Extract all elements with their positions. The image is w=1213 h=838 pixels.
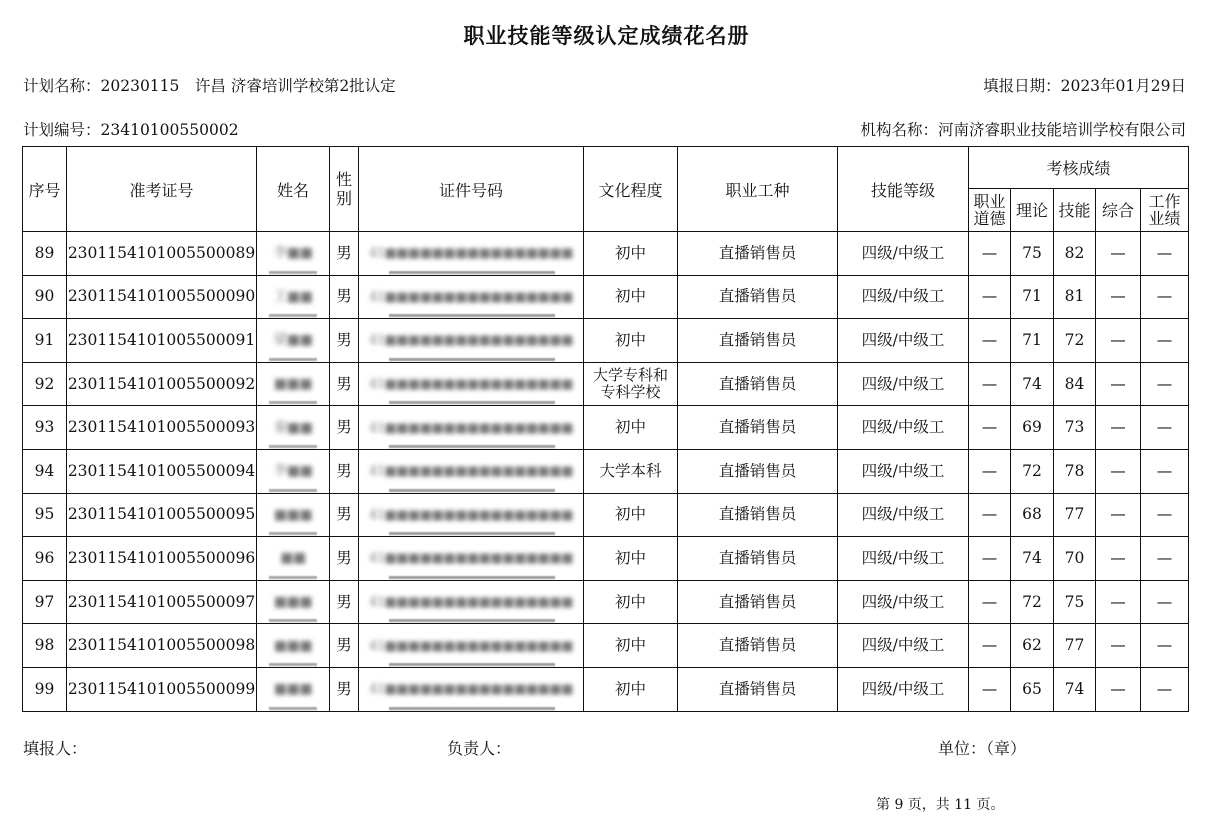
performance-score-cell: — [1141, 624, 1189, 668]
level-cell: 四级/中级工 [838, 449, 969, 493]
exam-no-cell: 2301154101005500093 [67, 406, 257, 450]
redacted-name: 梁■■ [273, 332, 313, 349]
theory-score-cell: 72 [1011, 580, 1054, 624]
score-roster-table [22, 146, 1189, 712]
overall-score-cell: — [1096, 667, 1141, 711]
overall-score-cell: — [1096, 319, 1141, 363]
performance-score-cell: — [1141, 319, 1189, 363]
table-row [23, 493, 1189, 537]
performance-score-cell: — [1141, 275, 1189, 319]
ethics-score-cell: — [969, 667, 1011, 711]
seq-cell: 92 [23, 362, 67, 406]
skill-score-cell: 81 [1054, 275, 1096, 319]
skill-score-cell: 75 [1054, 580, 1096, 624]
header-ethics: 职业道德 [969, 189, 1011, 232]
exam-no-cell: 2301154101005500090 [67, 275, 257, 319]
performance-score-cell: — [1141, 667, 1189, 711]
redacted-name: ■■■ [273, 681, 313, 698]
redacted-name: 秦■■ [273, 419, 313, 436]
header-name: 姓名 [257, 147, 330, 232]
header-id-no: 证件号码 [359, 147, 584, 232]
header-education: 文化程度 [584, 147, 678, 232]
gender-cell: 男 [330, 667, 359, 711]
occupation-cell: 直播销售员 [678, 362, 838, 406]
level-cell: 四级/中级工 [838, 275, 969, 319]
seq-cell: 93 [23, 406, 67, 450]
ethics-score-cell: — [969, 275, 1011, 319]
level-cell: 四级/中级工 [838, 232, 969, 276]
table-row [23, 406, 1189, 450]
performance-score-cell: — [1141, 493, 1189, 537]
skill-score-cell: 70 [1054, 537, 1096, 581]
redacted-id-number: 41■■■■■■■■■■■■■■■■ [368, 246, 574, 262]
exam-no-cell: 2301154101005500099 [67, 667, 257, 711]
redacted-name: 李■■ [273, 463, 313, 480]
redacted-name: ■■■ [273, 637, 313, 654]
name-cell [257, 493, 330, 537]
level-cell: 四级/中级工 [838, 580, 969, 624]
name-cell [257, 667, 330, 711]
skill-score-cell: 82 [1054, 232, 1096, 276]
redacted-id-number: 41■■■■■■■■■■■■■■■■ [368, 507, 574, 523]
education-cell: 初中 [584, 493, 678, 537]
table-row [23, 537, 1189, 581]
table-body [23, 232, 1189, 712]
id-no-cell [359, 537, 584, 581]
overall-score-cell: — [1096, 580, 1141, 624]
gender-cell: 男 [330, 406, 359, 450]
education-cell: 初中 [584, 667, 678, 711]
education-cell: 初中 [584, 275, 678, 319]
table-row [23, 362, 1189, 406]
gender-cell: 男 [330, 537, 359, 581]
overall-score-cell: — [1096, 624, 1141, 668]
name-cell [257, 624, 330, 668]
performance-score-cell: — [1141, 449, 1189, 493]
redacted-id-number: 41■■■■■■■■■■■■■■■■ [368, 289, 574, 305]
level-cell: 四级/中级工 [838, 667, 969, 711]
table-row [23, 580, 1189, 624]
gender-cell: 男 [330, 580, 359, 624]
theory-score-cell: 71 [1011, 275, 1054, 319]
header-performance: 工作业绩 [1141, 189, 1189, 232]
education-cell: 初中 [584, 232, 678, 276]
gender-cell: 男 [330, 449, 359, 493]
redacted-id-number: 41■■■■■■■■■■■■■■■■ [368, 333, 574, 349]
redacted-name: ■■■ [273, 376, 313, 393]
name-cell [257, 275, 330, 319]
seq-cell: 98 [23, 624, 67, 668]
seq-cell: 96 [23, 537, 67, 581]
header-skill: 技能 [1054, 189, 1096, 232]
overall-score-cell: — [1096, 449, 1141, 493]
header-seq: 序号 [23, 147, 67, 232]
seq-cell: 97 [23, 580, 67, 624]
redacted-name: ■■■ [273, 594, 313, 611]
ethics-score-cell: — [969, 624, 1011, 668]
theory-score-cell: 71 [1011, 319, 1054, 363]
table-row [23, 232, 1189, 276]
header-theory: 理论 [1011, 189, 1054, 232]
exam-no-cell: 2301154101005500094 [67, 449, 257, 493]
theory-score-cell: 75 [1011, 232, 1054, 276]
theory-score-cell: 62 [1011, 624, 1054, 668]
plan-name: 计划名称：20230115 许昌 济睿培训学校第2批认定 [23, 77, 396, 95]
redacted-id-number: 41■■■■■■■■■■■■■■■■ [368, 551, 574, 567]
redacted-name: ■■■ [273, 506, 313, 523]
education-cell: 初中 [584, 319, 678, 363]
theory-score-cell: 68 [1011, 493, 1054, 537]
skill-score-cell: 74 [1054, 667, 1096, 711]
ethics-score-cell: — [969, 580, 1011, 624]
redacted-name: 李■■ [273, 245, 313, 262]
occupation-cell: 直播销售员 [678, 449, 838, 493]
level-cell: 四级/中级工 [838, 406, 969, 450]
theory-score-cell: 74 [1011, 537, 1054, 581]
name-cell [257, 449, 330, 493]
occupation-cell: 直播销售员 [678, 275, 838, 319]
exam-no-cell: 2301154101005500098 [67, 624, 257, 668]
skill-score-cell: 78 [1054, 449, 1096, 493]
skill-score-cell: 84 [1054, 362, 1096, 406]
redacted-id-number: 41■■■■■■■■■■■■■■■■ [368, 595, 574, 611]
level-cell: 四级/中级工 [838, 493, 969, 537]
redacted-id-number: 41■■■■■■■■■■■■■■■■ [368, 638, 574, 654]
id-no-cell [359, 232, 584, 276]
id-no-cell [359, 493, 584, 537]
ethics-score-cell: — [969, 537, 1011, 581]
occupation-cell: 直播销售员 [678, 319, 838, 363]
ethics-score-cell: — [969, 232, 1011, 276]
header-level: 技能等级 [838, 147, 969, 232]
overall-score-cell: — [1096, 275, 1141, 319]
id-no-cell [359, 319, 584, 363]
table-row [23, 449, 1189, 493]
performance-score-cell: — [1141, 232, 1189, 276]
name-cell [257, 537, 330, 581]
gender-cell: 男 [330, 232, 359, 276]
seq-cell: 99 [23, 667, 67, 711]
header-scores: 考核成绩 [969, 147, 1189, 189]
exam-no-cell: 2301154101005500097 [67, 580, 257, 624]
gender-cell: 男 [330, 362, 359, 406]
theory-score-cell: 69 [1011, 406, 1054, 450]
unit-seal-label: 单位：（章） [938, 739, 1027, 758]
name-cell [257, 362, 330, 406]
header-gender: 性别 [330, 147, 359, 232]
skill-score-cell: 73 [1054, 406, 1096, 450]
table-row [23, 275, 1189, 319]
education-cell: 初中 [584, 406, 678, 450]
seq-cell: 89 [23, 232, 67, 276]
occupation-cell: 直播销售员 [678, 232, 838, 276]
level-cell: 四级/中级工 [838, 624, 969, 668]
responsible-label: 负责人： [447, 739, 512, 758]
performance-score-cell: — [1141, 406, 1189, 450]
education-cell: 大学本科 [584, 449, 678, 493]
performance-score-cell: — [1141, 362, 1189, 406]
id-no-cell [359, 406, 584, 450]
occupation-cell: 直播销售员 [678, 580, 838, 624]
exam-no-cell: 2301154101005500089 [67, 232, 257, 276]
name-cell [257, 406, 330, 450]
table-row [23, 667, 1189, 711]
page-indicator: 第 9 页，共 11 页。 [876, 797, 1005, 813]
header-exam-no: 准考证号 [67, 147, 257, 232]
ethics-score-cell: — [969, 406, 1011, 450]
level-cell: 四级/中级工 [838, 362, 969, 406]
name-cell [257, 580, 330, 624]
skill-score-cell: 72 [1054, 319, 1096, 363]
level-cell: 四级/中级工 [838, 537, 969, 581]
table-row [23, 624, 1189, 668]
redacted-name: ■■ [280, 550, 306, 567]
id-no-cell [359, 624, 584, 668]
performance-score-cell: — [1141, 580, 1189, 624]
id-no-cell [359, 449, 584, 493]
exam-no-cell: 2301154101005500096 [67, 537, 257, 581]
ethics-score-cell: — [969, 493, 1011, 537]
occupation-cell: 直播销售员 [678, 406, 838, 450]
overall-score-cell: — [1096, 493, 1141, 537]
page-title: 职业技能等级认定成绩花名册 [463, 24, 750, 48]
occupation-cell: 直播销售员 [678, 667, 838, 711]
header-overall: 综合 [1096, 189, 1141, 232]
skill-score-cell: 77 [1054, 493, 1096, 537]
gender-cell: 男 [330, 493, 359, 537]
plan-number: 计划编号：23410100550002 [23, 121, 239, 139]
report-date: 填报日期：2023年01月29日 [983, 77, 1186, 95]
redacted-id-number: 41■■■■■■■■■■■■■■■■ [368, 464, 574, 480]
education-cell: 初中 [584, 624, 678, 668]
theory-score-cell: 65 [1011, 667, 1054, 711]
organization-name: 机构名称：河南济睿职业技能培训学校有限公司 [860, 121, 1186, 139]
gender-cell: 男 [330, 275, 359, 319]
education-cell: 大学专科和专科学校 [584, 362, 678, 406]
overall-score-cell: — [1096, 406, 1141, 450]
seq-cell: 95 [23, 493, 67, 537]
overall-score-cell: — [1096, 232, 1141, 276]
occupation-cell: 直播销售员 [678, 624, 838, 668]
redacted-id-number: 41■■■■■■■■■■■■■■■■ [368, 420, 574, 436]
occupation-cell: 直播销售员 [678, 537, 838, 581]
education-cell: 初中 [584, 580, 678, 624]
exam-no-cell: 2301154101005500092 [67, 362, 257, 406]
gender-cell: 男 [330, 624, 359, 668]
header-occupation: 职业工种 [678, 147, 838, 232]
level-cell: 四级/中级工 [838, 319, 969, 363]
id-no-cell [359, 362, 584, 406]
name-cell [257, 232, 330, 276]
redacted-id-number: 41■■■■■■■■■■■■■■■■ [368, 682, 574, 698]
name-cell [257, 319, 330, 363]
ethics-score-cell: — [969, 362, 1011, 406]
id-no-cell [359, 667, 584, 711]
redacted-name: 王■■ [273, 288, 313, 305]
id-no-cell [359, 580, 584, 624]
exam-no-cell: 2301154101005500091 [67, 319, 257, 363]
table-header [23, 147, 1189, 232]
seq-cell: 91 [23, 319, 67, 363]
exam-no-cell: 2301154101005500095 [67, 493, 257, 537]
ethics-score-cell: — [969, 449, 1011, 493]
seq-cell: 94 [23, 449, 67, 493]
theory-score-cell: 74 [1011, 362, 1054, 406]
performance-score-cell: — [1141, 537, 1189, 581]
overall-score-cell: — [1096, 362, 1141, 406]
education-cell: 初中 [584, 537, 678, 581]
redacted-id-number: 41■■■■■■■■■■■■■■■■ [368, 377, 574, 393]
ethics-score-cell: — [969, 319, 1011, 363]
overall-score-cell: — [1096, 537, 1141, 581]
id-no-cell [359, 275, 584, 319]
seq-cell: 90 [23, 275, 67, 319]
table-row [23, 319, 1189, 363]
occupation-cell: 直播销售员 [678, 493, 838, 537]
skill-score-cell: 77 [1054, 624, 1096, 668]
theory-score-cell: 72 [1011, 449, 1054, 493]
filler-label: 填报人： [23, 739, 88, 758]
gender-cell: 男 [330, 319, 359, 363]
